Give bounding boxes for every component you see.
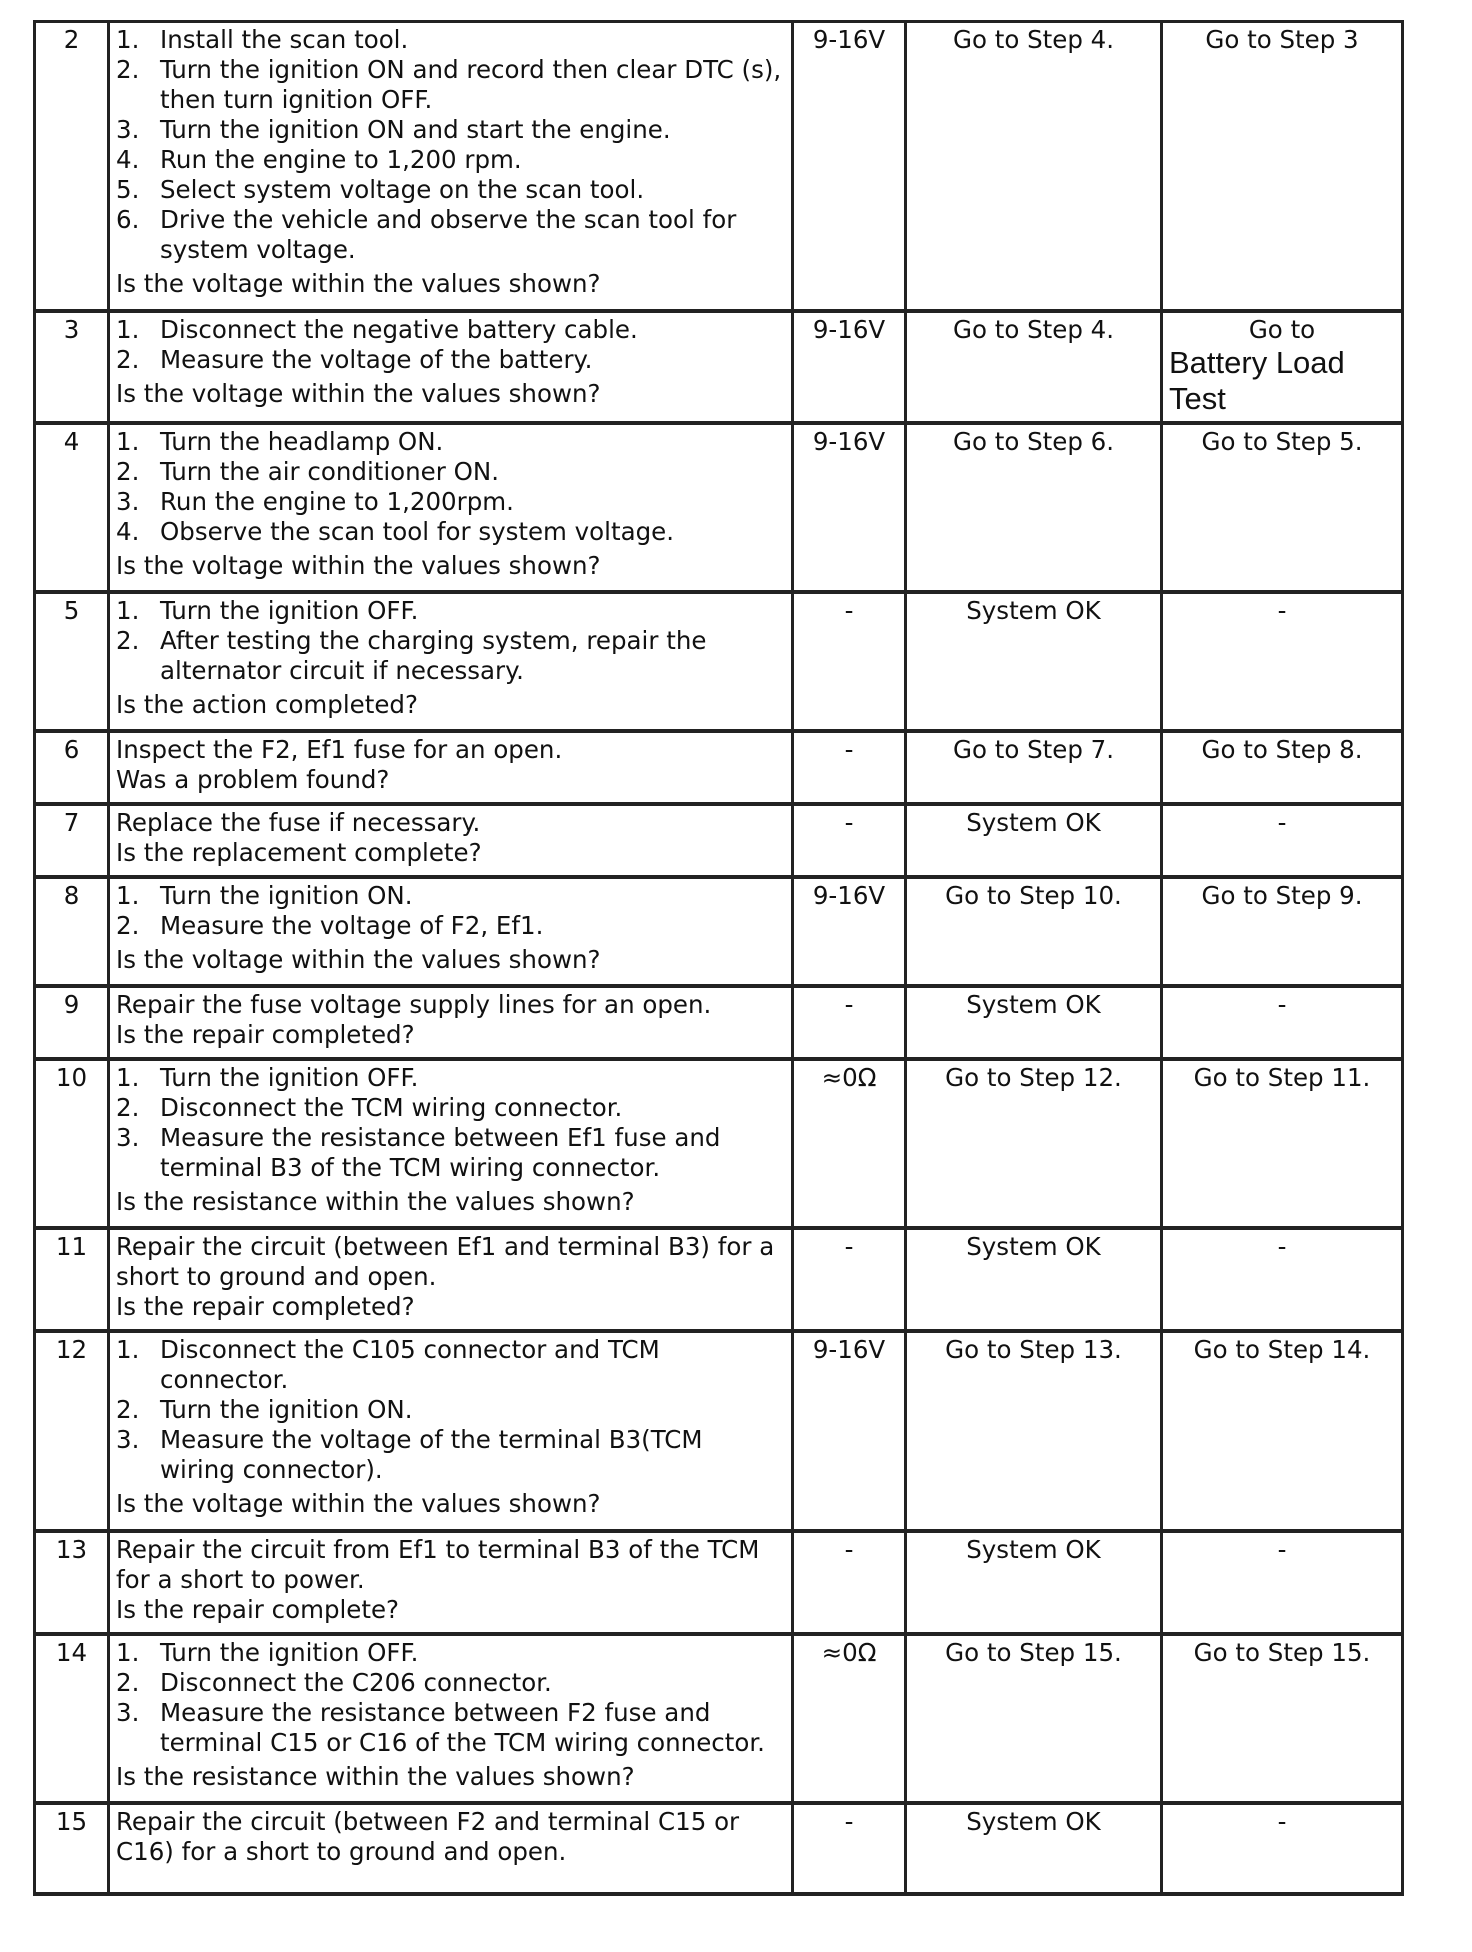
no-action: Go to Step 14. <box>1162 1331 1403 1531</box>
spec-value: - <box>793 731 906 804</box>
list-item: 3. Run the engine to 1,200rpm. <box>116 486 514 516</box>
instruction-text: Inspect the F2, Ef1 fuse for an open. <box>116 734 563 764</box>
list-item: 2. Measure the voltage of the battery. <box>116 344 593 374</box>
list-item: 5. Select system voltage on the scan tool. <box>116 175 645 204</box>
list-item: 2. Turn the ignition ON. <box>116 1394 413 1424</box>
question-text: Is the voltage within the values shown? <box>116 944 601 974</box>
question-text: Is the resistance within the values shown? <box>116 1186 635 1216</box>
yes-action: Go to Step 4. <box>906 311 1162 423</box>
instruction-text: Repair the circuit (between Ef1 and terminal B3) for a short to ground and open. <box>116 1231 775 1291</box>
list-item: 1. Disconnect the C105 connector and TCM connector. <box>116 1334 660 1394</box>
action-cell <box>109 1228 793 1331</box>
table-row <box>35 423 1403 592</box>
spec-value: 9-16V <box>793 877 906 986</box>
action-cell <box>109 423 793 592</box>
list-item: 2. After testing the charging system, repair the alternator circuit if necessary. <box>116 625 707 685</box>
no-action: Go to Step 11. <box>1162 1059 1403 1228</box>
yes-action: Go to Step 12. <box>906 1059 1162 1228</box>
step-number: 6 <box>35 731 109 804</box>
step-number: 7 <box>35 804 109 877</box>
no-action: - <box>1162 1531 1403 1634</box>
list-item: 3. Measure the resistance between F2 fuse and terminal C15 or C16 of the TCM wiring connector. <box>116 1697 765 1757</box>
action-cell <box>109 592 793 731</box>
table-row <box>35 592 1403 731</box>
yes-action: System OK <box>906 986 1162 1059</box>
spec-value: - <box>793 592 906 731</box>
spec-value: - <box>793 1531 906 1634</box>
step-number: 10 <box>35 1059 109 1228</box>
question-text: Is the voltage within the values shown? <box>116 1488 601 1518</box>
list-item: 2. Measure the voltage of F2, Ef1. <box>116 910 544 940</box>
spec-value: 9-16V <box>793 423 906 592</box>
table-row <box>35 804 1403 877</box>
spec-value: - <box>793 1228 906 1331</box>
question-text: Is the voltage within the values shown? <box>116 378 601 408</box>
yes-action: System OK <box>906 804 1162 877</box>
yes-action: System OK <box>906 1803 1162 1894</box>
no-action: - <box>1162 592 1403 731</box>
instruction-list <box>116 1063 785 1183</box>
diagnostic-table <box>33 20 1404 1896</box>
question-text: Is the resistance within the values shown? <box>116 1761 635 1791</box>
list-item: 4. Run the engine to 1,200 rpm. <box>116 145 522 174</box>
instruction-list <box>116 881 785 941</box>
no-action-prefix: Go to <box>1248 314 1316 344</box>
instruction-text: Repair the circuit from Ef1 to terminal B3 of the TCM for a short to power. <box>116 1534 760 1594</box>
no-action: Go to Step 9. <box>1162 877 1403 986</box>
table-row <box>35 22 1403 311</box>
action-cell <box>109 22 793 311</box>
table-row <box>35 1634 1403 1803</box>
step-number: 8 <box>35 877 109 986</box>
action-cell <box>109 1331 793 1531</box>
table-row <box>35 877 1403 986</box>
step-number: 11 <box>35 1228 109 1331</box>
table-row <box>35 1803 1403 1894</box>
action-cell <box>109 1803 793 1894</box>
spec-value: - <box>793 986 906 1059</box>
list-item: 3. Turn the ignition ON and start the engine. <box>116 115 671 144</box>
table-row <box>35 1531 1403 1634</box>
spec-value: - <box>793 1803 906 1894</box>
spec-value: - <box>793 804 906 877</box>
instruction-text: Repair the circuit (between F2 and terminal C15 or C16) for a short to ground and open. <box>116 1806 740 1866</box>
question-text: Is the replacement complete? <box>116 837 482 867</box>
question-text: Is the action completed? <box>116 689 418 719</box>
action-cell <box>109 1531 793 1634</box>
instruction-list <box>116 596 785 686</box>
instruction-text: Repair the fuse voltage supply lines for an open. <box>116 989 712 1019</box>
question-text: Is the voltage within the values shown? <box>116 269 601 298</box>
no-action: - <box>1162 1803 1403 1894</box>
table-row <box>35 986 1403 1059</box>
no-action <box>1162 311 1403 423</box>
no-action: - <box>1162 986 1403 1059</box>
step-number: 9 <box>35 986 109 1059</box>
yes-action: Go to Step 10. <box>906 877 1162 986</box>
yes-action: Go to Step 4. <box>906 22 1162 311</box>
yes-action: Go to Step 7. <box>906 731 1162 804</box>
instruction-list <box>116 315 785 375</box>
list-item: 2. Turn the air conditioner ON. <box>116 456 500 486</box>
list-item: 2. Turn the ignition ON and record then clear DTC (s), then turn ignition OFF. <box>116 55 782 114</box>
list-item: 4. Observe the scan tool for system voltage. <box>116 516 675 546</box>
list-item: 2. Disconnect the C206 connector. <box>116 1667 552 1697</box>
yes-action: Go to Step 15. <box>906 1634 1162 1803</box>
table-row <box>35 731 1403 804</box>
instruction-text: Replace the fuse if necessary. <box>116 807 481 837</box>
step-number: 12 <box>35 1331 109 1531</box>
yes-action: System OK <box>906 1228 1162 1331</box>
yes-action: System OK <box>906 1531 1162 1634</box>
list-item: 2. Disconnect the TCM wiring connector. <box>116 1092 623 1122</box>
instruction-list <box>116 427 785 547</box>
no-action: Go to Step 15. <box>1162 1634 1403 1803</box>
question-text: Is the repair completed? <box>116 1291 415 1321</box>
instruction-list <box>116 1638 785 1758</box>
step-number: 3 <box>35 311 109 423</box>
list-item: 1. Disconnect the negative battery cable. <box>116 314 638 344</box>
step-number: 4 <box>35 423 109 592</box>
yes-action: System OK <box>906 592 1162 731</box>
question-text: Was a problem found? <box>116 764 390 794</box>
battery-load-test-link: Battery Load Test <box>1169 344 1345 416</box>
question-text: Is the voltage within the values shown? <box>116 550 601 580</box>
list-item: 1. Turn the ignition ON. <box>116 880 413 910</box>
list-item: 6. Drive the vehicle and observe the scan tool for system voltage. <box>116 205 737 264</box>
action-cell <box>109 1634 793 1803</box>
list-item: 1. Turn the ignition OFF. <box>116 1062 419 1092</box>
table-row <box>35 1228 1403 1331</box>
yes-action: Go to Step 6. <box>906 423 1162 592</box>
list-item: 1. Turn the headlamp ON. <box>116 426 444 456</box>
table-row <box>35 1059 1403 1228</box>
question-text: Is the repair completed? <box>116 1019 415 1049</box>
no-action: - <box>1162 804 1403 877</box>
list-item: 3. Measure the voltage of the terminal B3(TCM wiring connector). <box>116 1424 703 1484</box>
spec-value: 9-16V <box>793 311 906 423</box>
step-number: 15 <box>35 1803 109 1894</box>
instruction-list <box>116 25 785 265</box>
table-row <box>35 1331 1403 1531</box>
action-cell <box>109 731 793 804</box>
yes-action: Go to Step 13. <box>906 1331 1162 1531</box>
list-item: 1. Turn the ignition OFF. <box>116 1637 419 1667</box>
step-number: 13 <box>35 1531 109 1634</box>
list-item: 3. Measure the resistance between Ef1 fuse and terminal B3 of the TCM wiring connector. <box>116 1122 721 1182</box>
list-item: 1. Turn the ignition OFF. <box>116 595 419 625</box>
step-number: 2 <box>35 22 109 311</box>
table-row <box>35 311 1403 423</box>
list-item: 1. Install the scan tool. <box>116 25 409 54</box>
spec-value: ≈0Ω <box>793 1059 906 1228</box>
no-action: - <box>1162 1228 1403 1331</box>
step-number: 5 <box>35 592 109 731</box>
instruction-list <box>116 1335 785 1485</box>
action-cell <box>109 1059 793 1228</box>
spec-value: 9-16V <box>793 1331 906 1531</box>
spec-value: ≈0Ω <box>793 1634 906 1803</box>
action-cell <box>109 986 793 1059</box>
action-cell <box>109 311 793 423</box>
action-cell <box>109 877 793 986</box>
action-cell <box>109 804 793 877</box>
question-text: Is the repair complete? <box>116 1594 400 1624</box>
step-number: 14 <box>35 1634 109 1803</box>
no-action: Go to Step 8. <box>1162 731 1403 804</box>
spec-value: 9-16V <box>793 22 906 311</box>
no-action: Go to Step 5. <box>1162 423 1403 592</box>
no-action: Go to Step 3 <box>1162 22 1403 311</box>
